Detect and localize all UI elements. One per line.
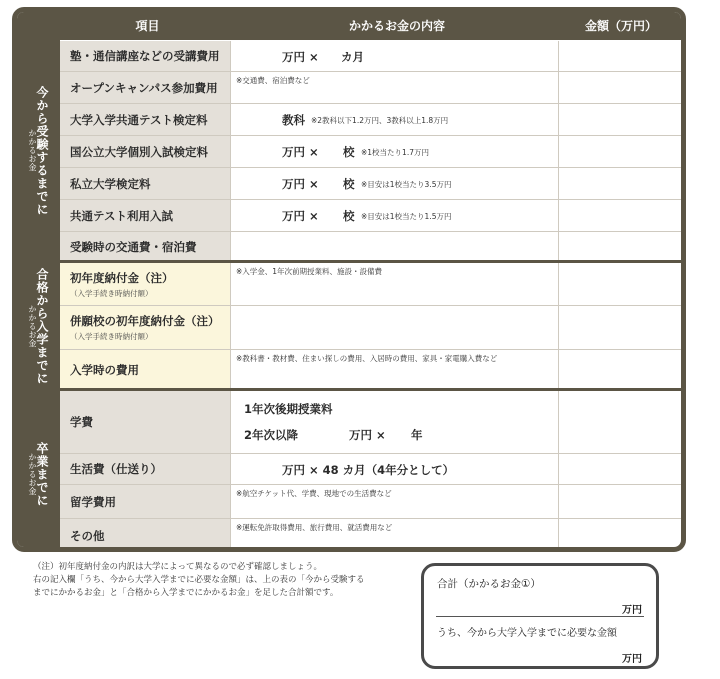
table-row bbox=[60, 72, 681, 104]
section-before-exam bbox=[17, 40, 60, 261]
note-text: ※交通費、宿泊費など bbox=[236, 76, 310, 85]
note-text: ※1校当たり1.7万円 bbox=[361, 148, 429, 157]
section-subtitle: かかるお金 bbox=[28, 452, 37, 496]
note-text: ※目安は1校当たり1.5万円 bbox=[361, 212, 452, 221]
note-text: ※教科書・教材費、住まい探しの費用、入居時の費用、家具・家電購入費など bbox=[236, 354, 498, 363]
content-cell bbox=[231, 136, 559, 167]
amount-input-cell[interactable] bbox=[559, 306, 681, 349]
unit-text: 校 bbox=[343, 209, 355, 223]
living-cost-text: 万円 × 48 カ月（4年分として） bbox=[282, 463, 455, 477]
amount-input-cell[interactable] bbox=[559, 136, 681, 167]
unit-text: 万円 × bbox=[282, 177, 319, 191]
row-sublabel: （入学手続き時納付額） bbox=[70, 288, 153, 298]
amount-input-cell[interactable] bbox=[559, 350, 681, 389]
table-row bbox=[60, 485, 681, 519]
row-label: 受験時の交通費・宿泊費 bbox=[70, 239, 197, 254]
content-cell bbox=[231, 168, 559, 199]
row-label: その他 bbox=[70, 528, 105, 543]
amount-input-cell[interactable] bbox=[559, 41, 681, 71]
content-cell bbox=[231, 263, 559, 305]
section-before-graduation bbox=[17, 391, 60, 552]
content-cell bbox=[231, 485, 559, 518]
expense-table bbox=[12, 7, 686, 552]
content-cell bbox=[231, 454, 559, 484]
table-row bbox=[60, 454, 681, 485]
amount-input-cell[interactable] bbox=[559, 72, 681, 103]
unit-text: 校 bbox=[343, 145, 355, 159]
row-label: 共通テスト利用入試 bbox=[70, 208, 174, 223]
table-row bbox=[60, 136, 681, 168]
footnote-line: （注）初年度納付金の内訳は大学によって異なるので必ず確認しましょう。 bbox=[33, 562, 323, 572]
header-item: 項目 bbox=[135, 19, 160, 33]
content-cell bbox=[231, 519, 559, 552]
footnote-line: 右の記入欄「うち、今から大学入学までに必要な金額」は、上の表の「今から受験する bbox=[33, 575, 365, 585]
note-text: ※2教科以下1.2万円、3教科以上1.8万円 bbox=[311, 116, 449, 125]
unit-text: 万円 × bbox=[349, 428, 386, 442]
note-text: ※目安は1校当たり3.5万円 bbox=[361, 180, 452, 189]
amount-input-cell[interactable] bbox=[559, 232, 681, 261]
note-text: ※入学金、1年次前期授業料、施設・設備費 bbox=[236, 267, 383, 276]
content-cell bbox=[231, 104, 559, 135]
content-cell bbox=[231, 391, 559, 453]
table-row bbox=[60, 391, 681, 454]
table-row bbox=[60, 306, 681, 350]
table-row bbox=[60, 104, 681, 136]
row-label: 併願校の初年度納付金（注） bbox=[70, 314, 220, 328]
row-label: 入学時の費用 bbox=[70, 362, 139, 377]
amount-input-cell[interactable] bbox=[559, 485, 681, 518]
note-text: ※運転免許取得費用、旅行費用、就活費用など bbox=[236, 523, 393, 532]
amount-input-cell[interactable] bbox=[559, 519, 681, 552]
row-label: 塾・通信講座などの受講費用 bbox=[70, 49, 220, 63]
total-input-line[interactable] bbox=[436, 616, 644, 617]
table-header bbox=[17, 12, 681, 40]
amount-input-cell[interactable] bbox=[559, 263, 681, 305]
amount-input-cell[interactable] bbox=[559, 200, 681, 231]
unit-text: 教科 bbox=[282, 113, 305, 127]
content-cell bbox=[231, 232, 559, 261]
amount-input-cell[interactable] bbox=[559, 454, 681, 484]
table-row bbox=[60, 519, 681, 552]
table-row bbox=[60, 232, 681, 261]
footnote-line: までにかかるお金」と「合格から入学までにかかるお金」を足した合計額です。 bbox=[33, 588, 339, 598]
total-box bbox=[421, 563, 659, 669]
unit-text: 万円 × bbox=[282, 209, 319, 223]
table-row bbox=[60, 41, 681, 72]
subtotal-label: うち、今から大学入学までに必要な金額 bbox=[437, 628, 617, 639]
row-label: 国公立大学個別入試検定料 bbox=[70, 144, 208, 159]
header-amount: 金額（万円） bbox=[584, 19, 657, 33]
section-title: 合格から入学までに bbox=[35, 267, 49, 385]
tuition-line-2: 2年次以降 bbox=[244, 428, 299, 442]
content-cell bbox=[231, 72, 559, 103]
unit-text: 校 bbox=[343, 177, 355, 191]
table-row bbox=[60, 168, 681, 200]
content-cell bbox=[231, 350, 559, 389]
tuition-line-1: 1年次後期授業料 bbox=[244, 402, 333, 416]
amount-input-cell[interactable] bbox=[559, 168, 681, 199]
header-content: かかるお金の内容 bbox=[348, 19, 445, 33]
section-title: 卒業までに bbox=[35, 441, 49, 507]
section-subtitle: かかるお金 bbox=[28, 129, 37, 172]
row-label: オープンキャンパス参加費用 bbox=[70, 80, 218, 95]
footnote bbox=[33, 561, 365, 600]
section-before-enrollment bbox=[17, 262, 60, 390]
section-title: 今から受験するまでに bbox=[35, 85, 49, 216]
table-row bbox=[60, 350, 681, 389]
table-row bbox=[60, 200, 681, 232]
total-label: 合計（かかるお金①） bbox=[437, 578, 541, 590]
content-cell bbox=[231, 200, 559, 231]
content-cell bbox=[231, 41, 559, 71]
amount-input-cell[interactable] bbox=[559, 391, 681, 453]
row-label: 生活費（仕送り） bbox=[70, 462, 162, 476]
row-label: 留学費用 bbox=[70, 494, 116, 509]
total-unit: 万円 bbox=[622, 605, 642, 616]
row-label: 私立大学検定料 bbox=[70, 176, 151, 191]
section-subtitle: かかるお金 bbox=[28, 304, 37, 348]
row-label: 大学入学共通テスト検定料 bbox=[70, 112, 208, 127]
row-label: 初年度納付金（注） bbox=[70, 270, 174, 285]
amount-input-cell[interactable] bbox=[559, 104, 681, 135]
unit-text: カ月 bbox=[341, 50, 364, 64]
unit-text: 年 bbox=[411, 428, 423, 442]
subtotal-unit: 万円 bbox=[622, 654, 642, 665]
row-sublabel: （入学手続き時納付額） bbox=[70, 332, 153, 341]
table-row bbox=[60, 263, 681, 306]
unit-text: 万円 × bbox=[282, 145, 319, 159]
note-text: ※航空チケット代、学費、現地での生活費など bbox=[236, 489, 392, 498]
unit-text: 万円 × bbox=[282, 50, 319, 64]
content-cell bbox=[231, 306, 559, 349]
row-label: 学費 bbox=[70, 415, 93, 429]
